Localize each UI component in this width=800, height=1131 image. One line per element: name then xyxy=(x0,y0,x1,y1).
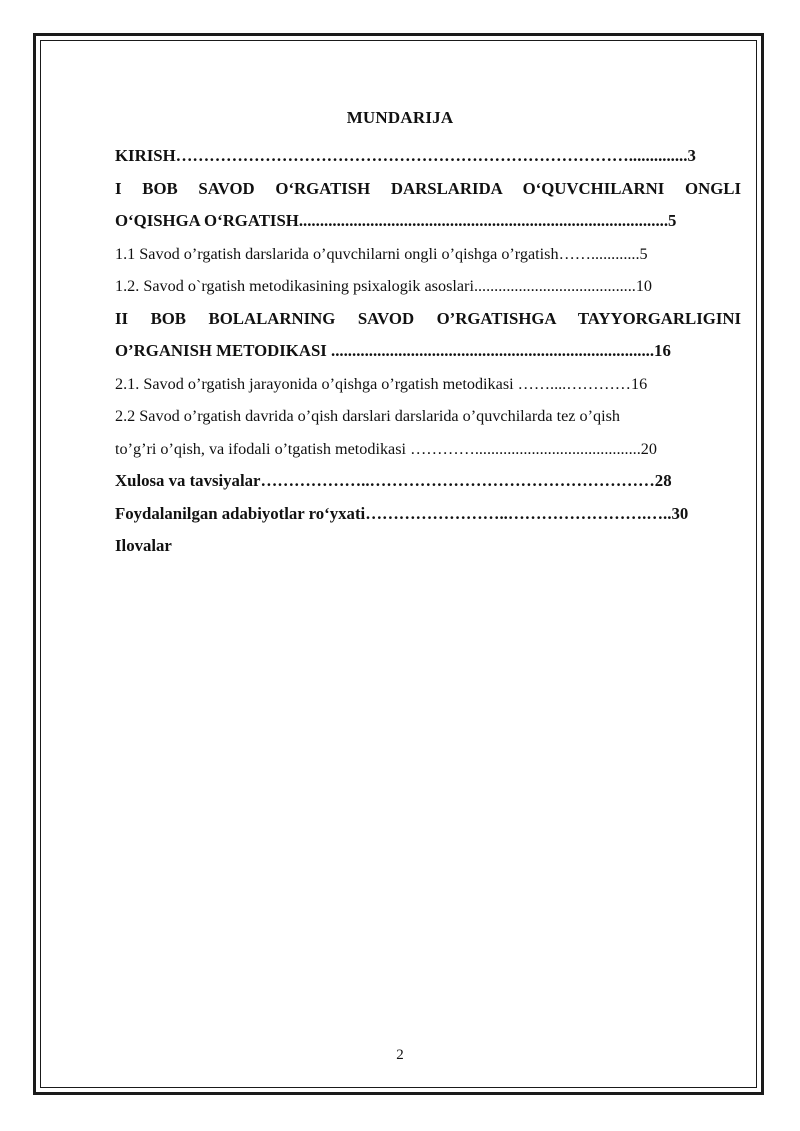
toc-entry-section-1-2: 1.2. Savod o`rgatish metodikasining psixalogik asoslari........................................10 xyxy=(115,277,653,295)
page-number: 2 xyxy=(396,1047,404,1063)
toc-entry-chapter-2-line-1: II BOB BOLALARNING SAVOD O’RGATISHGA TAYYORGARLIGINI xyxy=(115,308,741,328)
toc-entry-section-2-2-line-2: to’g’ri o’qish, va ifodali o’tgatish metodikasi ………….........................................20 xyxy=(115,439,657,458)
toc-entry-conclusion: Xulosa va tavsiyalar………………..……………………………………………28 xyxy=(115,471,672,490)
toc-entry-section-1-1: 1.1 Savod o’rgatish darslarida o’quvchilarni ongli o’qishga o’rgatish……............5 xyxy=(115,244,648,263)
toc-entry-kirish: KIRISH………………………………………………………………………..............3 xyxy=(115,146,696,165)
page-title: MUNDARIJA xyxy=(346,108,454,127)
toc-entry-appendices: Ilovalar xyxy=(115,536,172,555)
toc-entry-section-2-1: 2.1. Savod o’rgatish jarayonida o’qishga o’rgatish metodikasi ……....…………16 xyxy=(115,374,648,393)
toc-entry-references: Foydalanilgan adabiyotlar ro‘yxati……………………..…………………….…..30 xyxy=(115,503,689,523)
toc-entry-chapter-2-line-2: O’RGANISH METODIKASI .............................................................................16 xyxy=(115,341,671,360)
toc-entry-chapter-1-line-1: I BOB SAVOD O‘RGATISH DARSLARIDA O‘QUVCHILARNI ONGLI xyxy=(115,178,741,198)
toc-entry-section-2-2-line-1: 2.2 Savod o’rgatish davrida o’qish darslari darslarida o’quvchilarda tez o’qish xyxy=(115,407,620,425)
toc-entry-chapter-1-line-2: O‘QISHGA O‘RGATISH........................................................................................5 xyxy=(115,211,677,230)
table-of-contents xyxy=(115,140,741,563)
